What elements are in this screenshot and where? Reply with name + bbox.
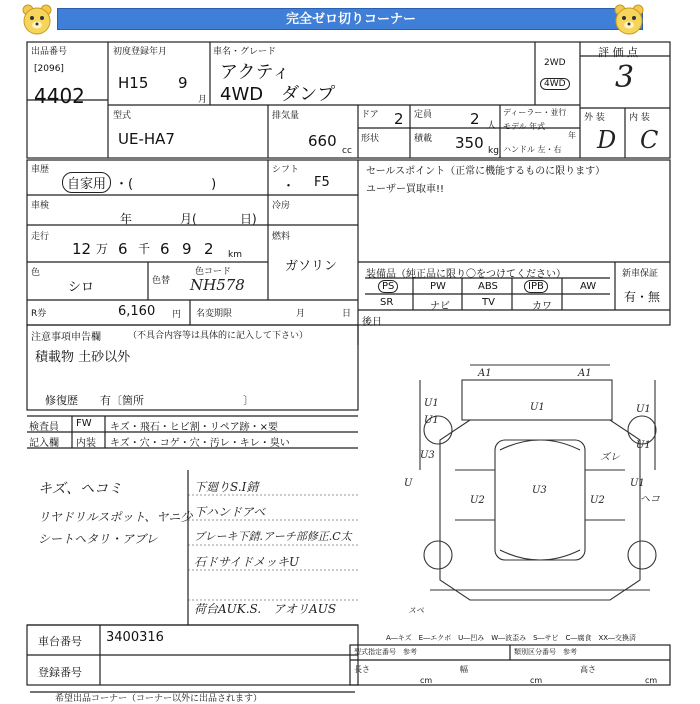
name-change-day: 日 bbox=[342, 309, 352, 319]
warranty-label: 新車保証 bbox=[622, 269, 659, 279]
hw-right-4: 石ドサイドメッキU bbox=[194, 555, 300, 569]
car-label: 車名・グレード bbox=[213, 47, 277, 57]
rear-label: 後日 bbox=[362, 317, 382, 328]
recycle-label: R券 bbox=[31, 309, 47, 319]
notes-text: 積載物 土砂以外 bbox=[35, 350, 131, 365]
diag-mark: U1 bbox=[424, 398, 439, 409]
load-label: 積載 bbox=[414, 134, 433, 144]
diag-mark: U1 bbox=[630, 478, 645, 489]
inspection-year: 年 bbox=[120, 212, 133, 226]
handle-label: ハンドル 左・右 bbox=[503, 145, 562, 154]
mileage-d1: 12 bbox=[72, 240, 92, 258]
hw-left-3: シートヘタリ・アブレ bbox=[38, 532, 158, 546]
color-label: 色 bbox=[31, 268, 41, 278]
banner-title: 完全ゼロ切りコーナー bbox=[285, 12, 416, 27]
hw-right-3: ブレーキ下錆.アーチ部修正.C太 bbox=[194, 530, 352, 543]
exterior-value: D bbox=[597, 126, 617, 154]
hw-right-2: 下ハンドアベ bbox=[194, 505, 266, 519]
inside-label: 内装 bbox=[76, 438, 96, 449]
diag-mark: U2 bbox=[590, 495, 605, 506]
cooling-label: 冷房 bbox=[272, 201, 291, 211]
displacement-label: 排気量 bbox=[272, 111, 300, 121]
lot-sub: [2096] bbox=[34, 64, 64, 74]
name-change-month: 月 bbox=[296, 309, 306, 319]
history-label: 車歴 bbox=[31, 165, 50, 175]
diag-bottom-label: スペ bbox=[408, 606, 424, 615]
diag-mark: ヘコ bbox=[640, 494, 660, 505]
diag-mark: A1 bbox=[578, 368, 592, 379]
color-code: NH578 bbox=[190, 276, 245, 294]
color-code-label: 色コード bbox=[195, 267, 232, 277]
footer-height: 高さ bbox=[580, 665, 596, 674]
doors-label: ドア bbox=[361, 110, 379, 120]
mileage-d2: 6 bbox=[118, 240, 128, 258]
load-unit: kg bbox=[488, 146, 499, 156]
dealer-label: ディーラー・並行 bbox=[503, 108, 567, 117]
mileage-d4: 9 bbox=[182, 240, 192, 258]
exterior-label: 外 装 bbox=[584, 113, 605, 123]
car-grade: 4WD ダンプ bbox=[220, 84, 336, 105]
inspection-label: 車検 bbox=[31, 201, 50, 211]
equip-leather: カワ bbox=[532, 301, 552, 312]
displacement-value: 660 bbox=[308, 132, 337, 150]
equip-aw: AW bbox=[580, 281, 597, 292]
diag-mark: U1 bbox=[636, 440, 651, 451]
shift-value: F5 bbox=[314, 175, 330, 190]
footer-class-no: 類別区分番号 参考 bbox=[514, 648, 577, 656]
diag-mark: U1 bbox=[530, 402, 545, 413]
hw-right-5: 荷台AUK.S. アオリAUS bbox=[194, 602, 337, 616]
model-year-label: モデル 年式 bbox=[503, 122, 546, 131]
mileage-man: 万 bbox=[96, 242, 109, 256]
history-value: 自家用 bbox=[62, 172, 111, 193]
inspector-label: 検査員 bbox=[29, 422, 59, 433]
frame-no-label: 車台番号 bbox=[38, 635, 82, 648]
car-name: アクティ bbox=[220, 62, 291, 83]
reg-no-label: 登録番号 bbox=[38, 666, 82, 679]
score-value: 3 bbox=[615, 60, 635, 95]
entry-label: 記入欄 bbox=[29, 438, 59, 449]
capacity-label: 定員 bbox=[414, 110, 433, 120]
doors-value: 2 bbox=[394, 110, 404, 128]
footer-length: 長さ bbox=[354, 665, 370, 674]
shape-label: 形状 bbox=[361, 134, 380, 144]
inside-items: キズ・穴・コゲ・穴・汚レ・キレ・臭い bbox=[110, 438, 290, 449]
diag-mark: U2 bbox=[470, 495, 485, 506]
first-reg-label: 初度登録年月 bbox=[113, 47, 168, 57]
footer-corner-note: 希望出品コーナー（コーナー以外に出品されます） bbox=[55, 694, 263, 704]
name-change-label: 名変期限 bbox=[196, 309, 233, 319]
mileage-d5: 2 bbox=[204, 240, 214, 258]
equip-ipb: IPB bbox=[524, 280, 548, 293]
equip-tv: TV bbox=[482, 297, 495, 308]
drive-4wd: 4WD bbox=[540, 78, 570, 90]
model-value: UE-HA7 bbox=[118, 130, 175, 148]
diag-mark: ズレ bbox=[600, 452, 620, 463]
model-year-unit: 年 bbox=[568, 131, 576, 140]
hw-left-1: キズ、ヘコミ bbox=[38, 481, 123, 497]
recycle-unit: 円 bbox=[172, 310, 182, 320]
lot-label: 出品番号 bbox=[31, 47, 68, 57]
footer-cm: cm bbox=[420, 676, 433, 685]
notes-hint: （不具合内容等は具体的に記入して下さい） bbox=[128, 331, 309, 341]
sales-text: ユーザー買取車!! bbox=[366, 184, 445, 195]
equip-abs: ABS bbox=[478, 281, 498, 292]
first-reg-month: 9 bbox=[178, 74, 188, 92]
fw-items: キズ・飛石・ヒビ割・リペア跡・×要 bbox=[110, 422, 278, 433]
fuel-label: 燃料 bbox=[272, 232, 291, 242]
fuel-value: ガソリン bbox=[285, 259, 338, 274]
interior-value: C bbox=[640, 126, 659, 154]
warranty-value: 有・無 bbox=[624, 290, 661, 304]
load-value: 350 bbox=[455, 134, 484, 152]
sales-label: セールスポイント（正常に機能するものに限ります） bbox=[366, 166, 606, 177]
recycle-value: 6,160 bbox=[118, 304, 156, 319]
notes-label: 注意事項申告欄 bbox=[31, 332, 101, 343]
model-label: 型式 bbox=[113, 111, 132, 121]
capacity-unit: 人 bbox=[487, 121, 497, 131]
diag-mark: U bbox=[404, 478, 413, 489]
fw-label: FW bbox=[76, 418, 92, 429]
mileage-sen: 千 bbox=[138, 242, 151, 256]
equip-pw: PW bbox=[430, 281, 446, 292]
interior-label: 内 装 bbox=[629, 113, 650, 123]
footer-cm: cm bbox=[645, 676, 658, 685]
lot-number: 4402 bbox=[34, 84, 85, 108]
first-reg-month-unit: 月 bbox=[198, 95, 208, 105]
footer-width: 幅 bbox=[460, 665, 468, 674]
equip-navi: ナビ bbox=[430, 301, 450, 312]
color-value: シロ bbox=[68, 280, 95, 295]
footer-cm: cm bbox=[530, 676, 543, 685]
mileage-unit: km bbox=[228, 250, 242, 260]
diag-mark: U1 bbox=[636, 404, 651, 415]
score-label: 評 価 点 bbox=[598, 46, 638, 59]
shift-label: シフト bbox=[272, 165, 300, 175]
diagram-legend: A―キズ E―エクボ U―凹み W―波歪み S―サビ C―腐食 XX―交換済 bbox=[386, 634, 637, 642]
hw-left-2: リヤドリルスポット、ヤニ少 bbox=[38, 510, 193, 524]
diag-mark: U1 bbox=[424, 415, 439, 426]
capacity-value: 2 bbox=[470, 110, 480, 128]
displacement-unit: cc bbox=[342, 146, 352, 156]
mileage-d3: 6 bbox=[160, 240, 170, 258]
equip-sr: SR bbox=[380, 297, 394, 308]
diag-mark: U3 bbox=[420, 450, 435, 461]
equip-ps: PS bbox=[378, 280, 398, 293]
diag-mark: U3 bbox=[532, 485, 547, 496]
history-rest: ・( ) bbox=[115, 177, 217, 192]
frame-no-value: 3400316 bbox=[106, 630, 164, 645]
inspection-day: 日) bbox=[240, 212, 257, 226]
car-diagram bbox=[420, 365, 656, 600]
mileage-label: 走行 bbox=[31, 232, 50, 242]
shift-prefix: ・ bbox=[282, 179, 296, 194]
color-change-label: 色替 bbox=[152, 276, 171, 286]
first-reg-era: H15 bbox=[118, 74, 149, 92]
footer-type-no: 型式指定番号 参考 bbox=[354, 648, 417, 656]
drive-2wd: 2WD bbox=[544, 58, 566, 68]
diag-mark: A1 bbox=[478, 368, 492, 379]
repair-history: 修復歴 有〔箇所 〕 bbox=[45, 394, 254, 407]
hw-right-1: 下廻りS.Ⅰ錆 bbox=[194, 480, 259, 494]
equipment-label: 装備品（純正品に限り〇をつけてください） bbox=[366, 269, 566, 280]
inspection-month: 月( bbox=[180, 212, 197, 226]
